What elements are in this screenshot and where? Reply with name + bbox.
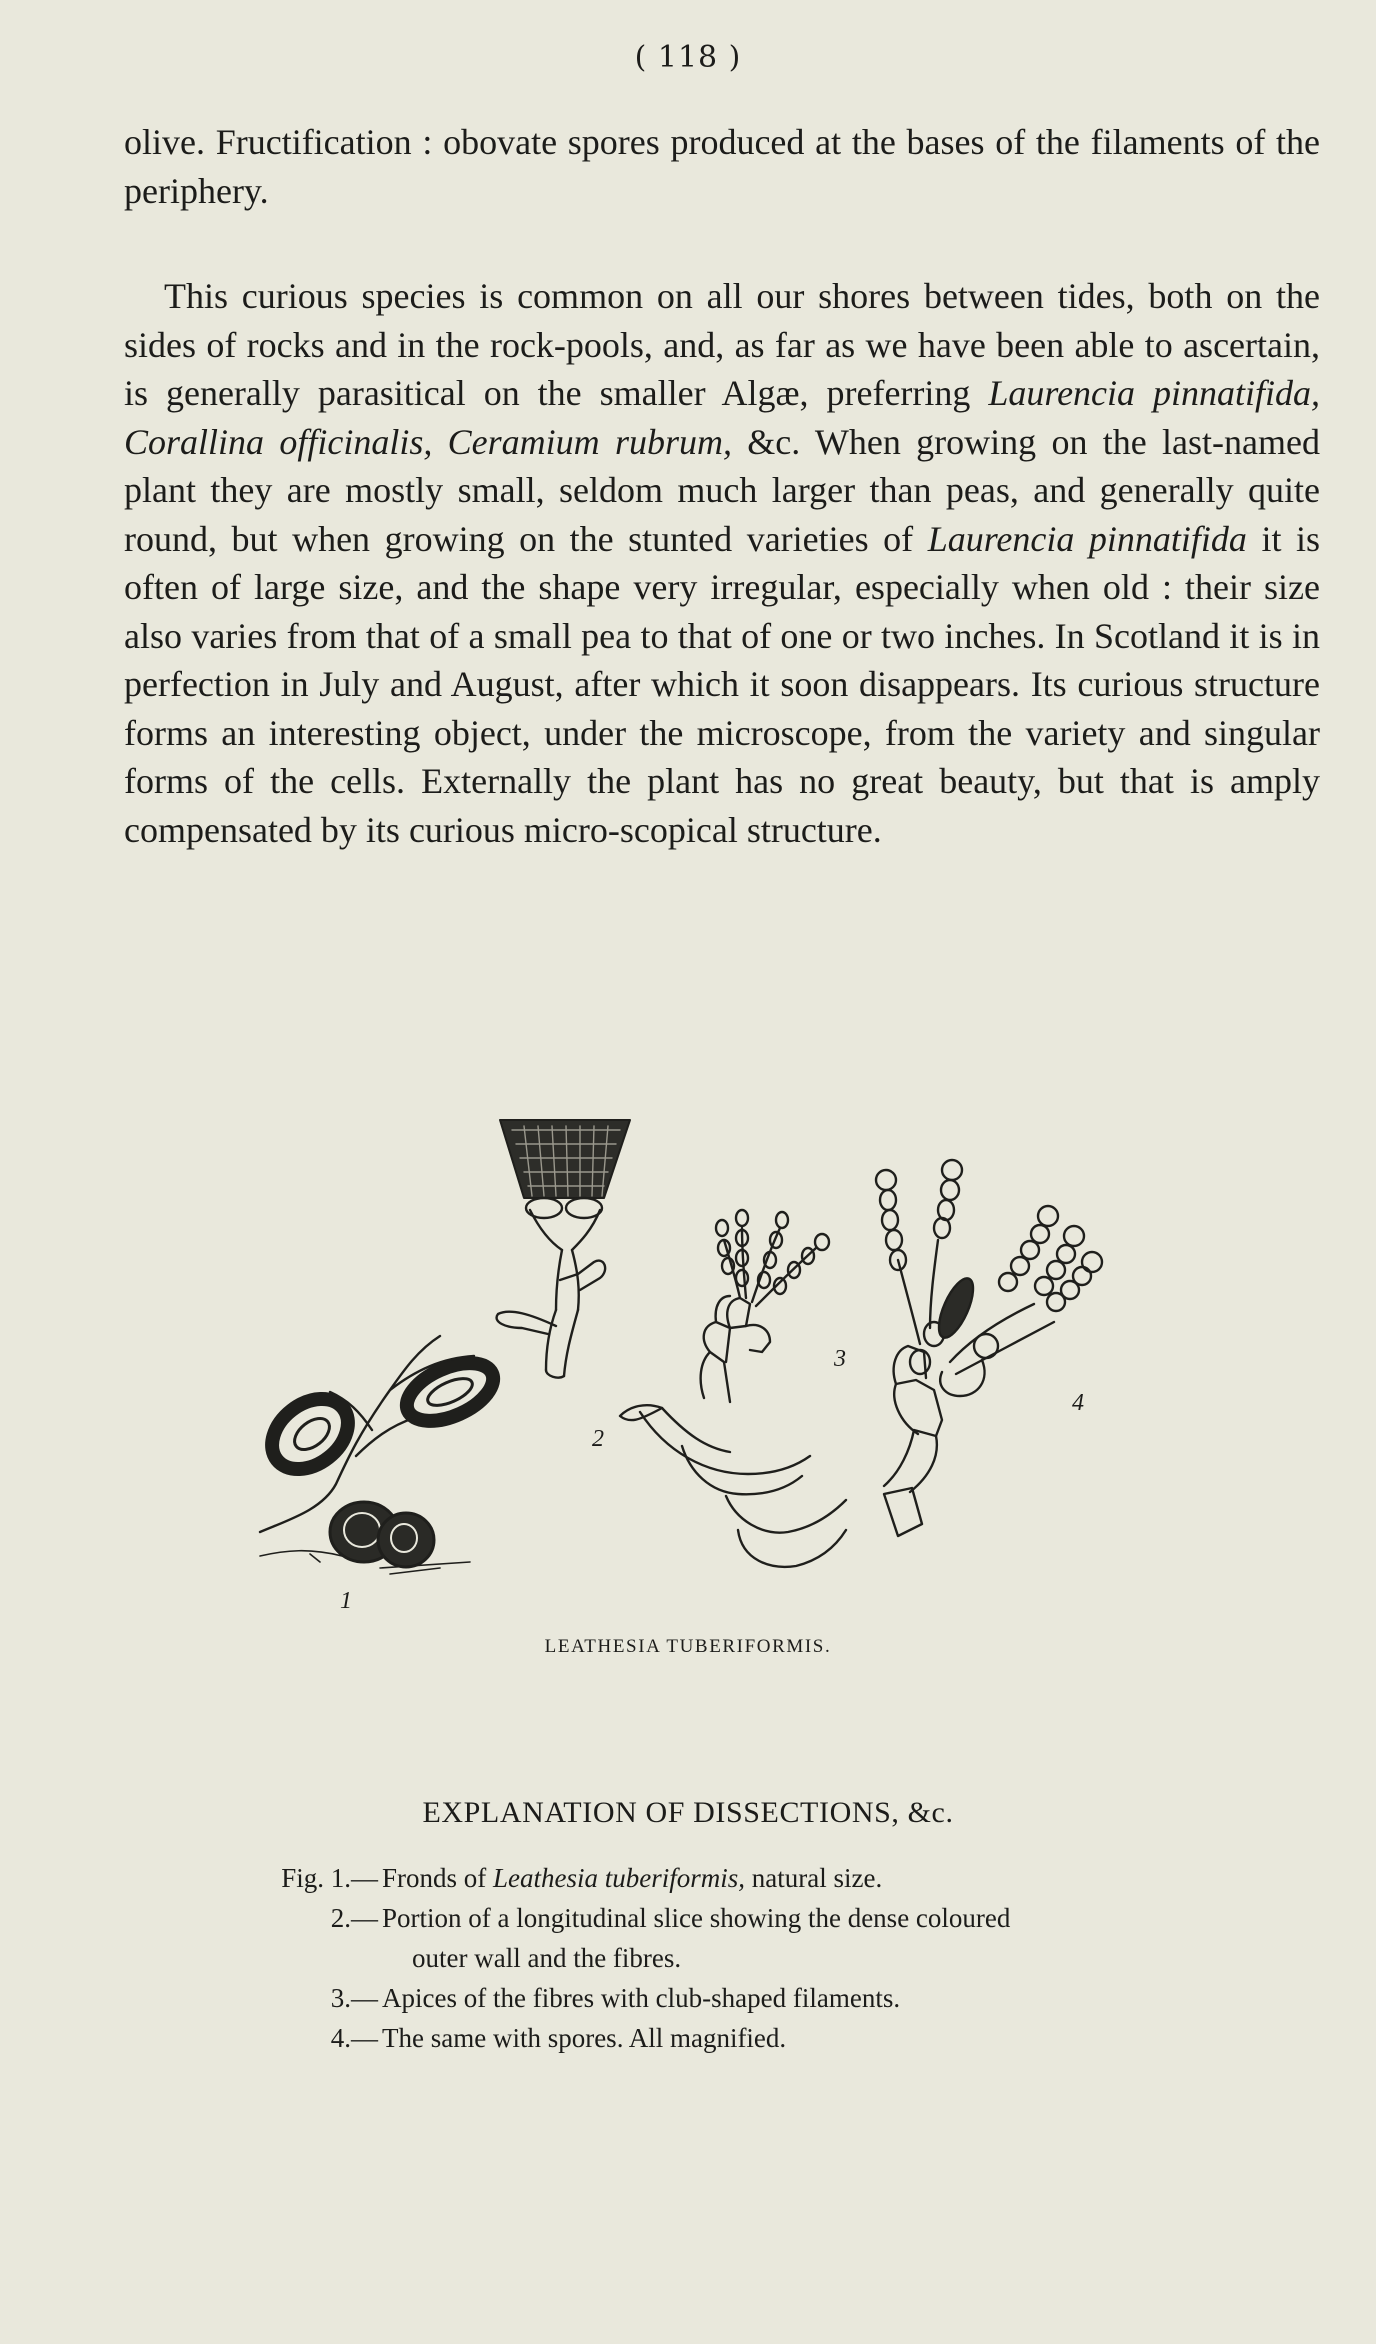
paragraph-2-part-1: This curious species is common on all our shores between tides, both on the sides of rocks and in the rock-pools, and, as far as we have been able to ascertain, is generally parasitical on the smaller Algæ, preferring — [124, 276, 1320, 413]
explanation-list — [254, 1858, 1254, 2058]
explanation-text: The same with spores. All magnified. — [382, 2023, 787, 2053]
figure-caption: LEATHESIA TUBERIFORMIS. — [544, 1636, 832, 1657]
illustration-drawing — [230, 1100, 1230, 1620]
species-name-italic: Leathesia tuberiformis, — [493, 1863, 746, 1893]
paragraph-2 — [124, 272, 1320, 854]
figure-label-2: 2 — [592, 1426, 604, 1452]
explanation-text-continued: outer wall and the fibres. — [412, 1943, 682, 1973]
explanation-item — [254, 1978, 1254, 2018]
explanation-item — [254, 1858, 1254, 1898]
page-number: ( 118 ) — [634, 40, 742, 75]
explanation-label: 3.— — [330, 1983, 378, 2013]
paragraph-2-part-3: it is often of large size, and the shape very irregular, especially when old : their size also varies from that of a small pea to that of one or two inches. In Scotland it is in perfection in July and August, after which it soon disappears. Its curious structure forms an interesting object, under the microscope, from the variety and singular forms of the cells. Externally the plant has no great beauty, but that is amply compensated by its curious micro-scopical structure. — [124, 518, 1320, 850]
figure-2-cortex-slice — [497, 1120, 630, 1378]
paragraph-2-text — [124, 272, 1320, 854]
explanation-text-part: natural size. — [745, 1863, 883, 1893]
explanation-title: EXPLANATION OF DISSECTIONS, &c. — [422, 1796, 954, 1829]
paragraph-1-text: olive. Fructification : obovate spores produced at the bases of the filaments of the periphery. — [124, 122, 1320, 211]
paragraph-1 — [124, 118, 1320, 215]
explanation-label: Fig. 1.— — [281, 1863, 378, 1893]
figure-3-filaments — [620, 1210, 846, 1567]
explanation-text — [382, 1858, 882, 1898]
figure-1-fronds — [258, 1336, 501, 1574]
paragraph-2-part-2: &c. When growing on the last-named plant they are mostly small, seldom much larger than peas, and generally quite round, but when growing on the stunted varieties of — [124, 421, 1320, 559]
figure-label-4: 4 — [1072, 1390, 1084, 1416]
explanation-label: 4.— — [330, 2023, 378, 2053]
figure-label-1: 1 — [340, 1588, 352, 1614]
explanation-label: 2.— — [330, 1903, 378, 1933]
explanation-text: Portion of a longitudinal slice showing the dense coloured — [382, 1903, 1011, 1933]
botanical-illustration — [230, 1100, 1230, 1620]
explanation-text: Apices of the fibres with club-shaped filaments. — [382, 1983, 901, 2013]
explanation-text-part: Fronds of — [382, 1863, 494, 1893]
figure-label-3: 3 — [834, 1346, 846, 1372]
explanation-item — [254, 1898, 1254, 1938]
explanation-item — [254, 2018, 1254, 2058]
laurencia-italic: Laurencia pinnatifida — [927, 518, 1247, 559]
figure-4-spores — [876, 1160, 1102, 1536]
species-names-italic: Laurencia pinnatifida, Corallina officinalis, Ceramium rubrum, — [124, 373, 1320, 462]
